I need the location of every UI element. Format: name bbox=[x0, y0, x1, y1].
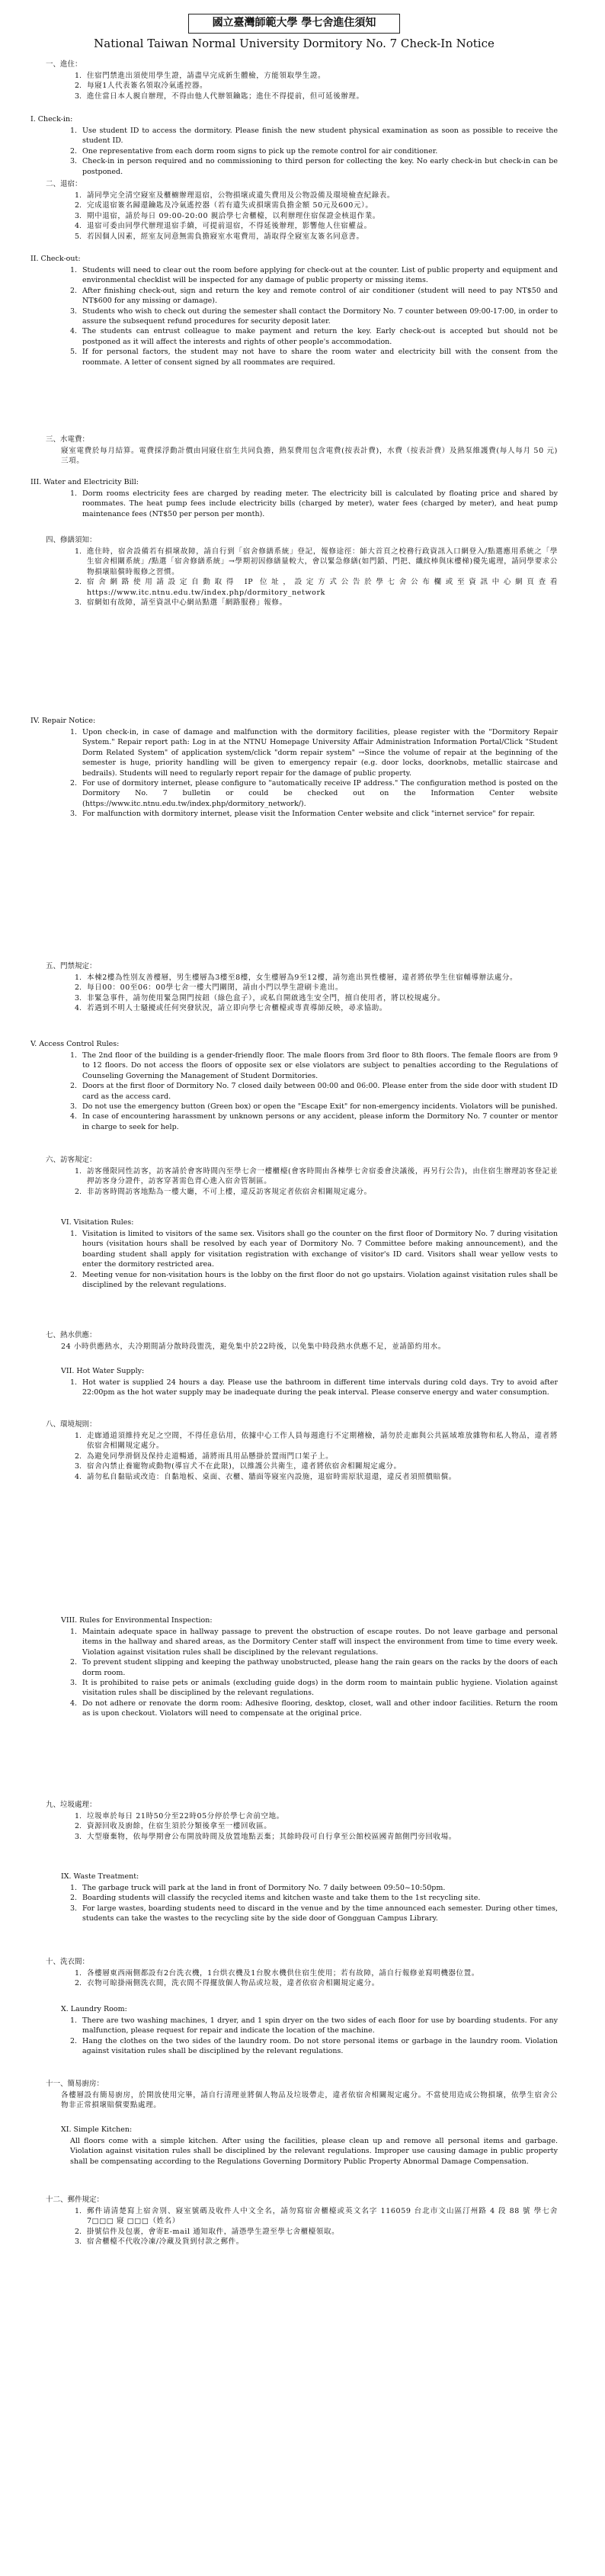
section-item-list bbox=[30, 2206, 558, 2247]
section-heading: 七、熱水供應： bbox=[46, 1331, 97, 1340]
item-number: 1. bbox=[70, 1051, 78, 1060]
item-text: Upon check-in, in case of damage and malfunction with the dormitory facilities, please register with the "Dormitory Repair System." Repair report path: Log in at the NTNU Homepage University Affair Administration Information Portal/Click "Student Dorm Related System" of application system/click "dorm repair system" →Since the volume of repair at the beginning of the semester is huge, priority handling will be given to emergency repair (e.g. door locks, doorknobs, metallic staircase and bedrails). Students will need to regularly report repair for the damage of public property. bbox=[82, 727, 558, 778]
item-text: Use student ID to access the dormitory. Please finish the new student physical examination as soon as possible to receive the student ID. bbox=[82, 126, 558, 146]
section-heading: VII. Hot Water Supply: bbox=[61, 1367, 145, 1376]
section-heading: I. Check-in: bbox=[30, 115, 73, 124]
section-s9 bbox=[30, 1800, 558, 1870]
list-item bbox=[30, 1699, 558, 1719]
item-number: 5. bbox=[75, 232, 82, 241]
list-item bbox=[30, 1627, 558, 1657]
section-heading: 二、退宿： bbox=[46, 180, 82, 189]
list-item bbox=[30, 2036, 558, 2057]
item-number: 1. bbox=[75, 2206, 82, 2215]
list-item bbox=[30, 211, 558, 221]
item-text: If for personal factors, the student may not have to share the room water and electricity bill with the consent from the roommate. A letter of consent signed by all roommates are required. bbox=[82, 348, 558, 367]
item-number: 2. bbox=[75, 201, 82, 210]
section-s8 bbox=[30, 1420, 558, 1583]
list-item bbox=[30, 156, 558, 177]
section-heading: 十二、郵件規定： bbox=[46, 2196, 104, 2205]
section-s5 bbox=[30, 961, 558, 1038]
section-heading: III. Water and Electricity Bill: bbox=[30, 478, 139, 487]
item-text: 各樓層東西兩側都設有2台洗衣機，1台烘衣機及1台脫水機供住宿生使用；若有故障，請自行報修並寫明機器位置。 bbox=[87, 1968, 479, 1978]
section-s2 bbox=[30, 179, 558, 252]
item-text[interactable]: For use of dormitory internet, please configure to "automatically receive IP address." The configuration method is posted on the Dormitory No. 7 bulletin or could be checked out on the Information Center website (https://www.itc.ntnu.edu.tw/index.php/dormitory_network/). bbox=[82, 778, 558, 808]
list-item bbox=[30, 146, 558, 156]
section-item-list bbox=[30, 1051, 558, 1133]
item-text: 資源回收及廚餘，住宿生須於分類後拿至一樓回收區。 bbox=[87, 1822, 272, 1831]
section-s8e bbox=[30, 1615, 558, 1798]
section-s6e bbox=[30, 1217, 558, 1329]
list-item bbox=[30, 1081, 558, 1102]
section-s12 bbox=[30, 2195, 558, 2256]
item-text: 宿舍櫃檯不代收冷凍/冷藏及貨到付款之郵件。 bbox=[87, 2238, 244, 2247]
section-heading: II. Check-out: bbox=[30, 255, 81, 264]
section-item-list bbox=[30, 1811, 558, 1842]
item-number: 2. bbox=[70, 1894, 78, 1903]
list-item bbox=[30, 2016, 558, 2036]
section-s10e bbox=[30, 2004, 558, 2077]
item-number: 1. bbox=[75, 1166, 82, 1176]
item-text[interactable]: 宿舍網路使用請設定自動取得 IP 位址，設定方式公告於學七舍公布欄或至資訊中心網頁查看https://www.itc.ntnu.edu.tw/index.php/dormitory_network bbox=[87, 578, 558, 597]
blank-gap bbox=[30, 1583, 558, 1614]
item-text: 非訪客時間訪客地點為一樓大廳，不可上樓，違反訪客規定者依宿舍相關規定處分。 bbox=[87, 1187, 372, 1196]
section-heading: 十一、簡易廚房： bbox=[46, 2080, 104, 2089]
item-number: 1. bbox=[75, 191, 82, 200]
section-s3e bbox=[30, 477, 558, 534]
item-text: For large wastes, boarding students need to discard in the venue and by the time announced each semester. During other times, students can take the wastes to the recycling site by the side door of Gongguan Campus Library. bbox=[82, 1904, 558, 1923]
item-number: 3. bbox=[75, 598, 82, 607]
list-item bbox=[30, 221, 558, 231]
list-item bbox=[30, 306, 558, 327]
list-item bbox=[30, 1811, 558, 1821]
item-number: 3. bbox=[70, 810, 78, 819]
section-item-list bbox=[30, 1378, 558, 1398]
item-text: Maintain adequate space in hallway passage to prevent the obstruction of escape routes. Do not leave garbage and personal items in the hallway and shared areas, as the Dormitory Center staff will inspect the environment from time to time every week. Violation against visitation rules shall be disciplined by the relevant regulations. bbox=[82, 1627, 558, 1657]
item-number: 1. bbox=[70, 265, 78, 274]
list-item bbox=[30, 1342, 558, 1352]
section-item-list bbox=[30, 973, 558, 1014]
item-number: 2. bbox=[75, 82, 82, 91]
section-s4 bbox=[30, 535, 558, 669]
section-heading: 十、洗衣間： bbox=[46, 1958, 90, 1967]
section-heading: V. Access Control Rules: bbox=[30, 1040, 120, 1049]
item-text: 每日00：00至06：00學七舍一樓大門關閉，請由小門以學生證刷卡進出。 bbox=[87, 983, 343, 993]
item-number: 2. bbox=[70, 286, 78, 295]
section-s3 bbox=[30, 435, 558, 476]
item-number: 2. bbox=[75, 1452, 82, 1461]
item-number: 4. bbox=[75, 1472, 82, 1481]
list-item bbox=[30, 547, 558, 577]
item-text: 若因個人因素，經室友同意無需負擔寢室水電費用，請取得全寢室友簽名同意書。 bbox=[87, 232, 364, 241]
item-text: 24 小時供應熱水，夫冷期間請分散時段盥洗，避免集中於22時後，以免集中時段熱水供應不足，並請節約用水。 bbox=[61, 1342, 446, 1351]
item-number: 3. bbox=[70, 1678, 78, 1687]
item-number: 3. bbox=[75, 993, 82, 1002]
section-s6 bbox=[30, 1155, 558, 1216]
list-item bbox=[30, 1893, 558, 1903]
section-s2e bbox=[30, 254, 558, 433]
list-item bbox=[30, 1821, 558, 1831]
list-item bbox=[30, 983, 558, 993]
section-item-list bbox=[30, 2136, 558, 2167]
item-text: 若遇到不明人士騷擾或任何突發狀況，請立即向學七舍櫃檯或專責導師反映，尋求協助。 bbox=[87, 1004, 387, 1013]
section-s1 bbox=[30, 59, 558, 113]
item-text: The students can entrust colleague to make payment and return the key. Early check-out is accepted but should not be postponed as it will affect the interests and rights of other people's accommodation. bbox=[82, 327, 558, 346]
list-item bbox=[30, 1452, 558, 1461]
item-number: 2. bbox=[75, 1979, 82, 1988]
list-item bbox=[30, 1166, 558, 1187]
item-number: 2. bbox=[75, 578, 82, 587]
item-text: Boarding students will classify the recycled items and kitchen waste and take them to the 1st recycling site. bbox=[82, 1894, 481, 1903]
item-number: 1. bbox=[70, 489, 78, 498]
item-number: 1. bbox=[75, 71, 82, 80]
list-item bbox=[30, 1187, 558, 1197]
item-text: Dorm rooms electricity fees are charged by reading meter. The electricity bill is calculated by floating price and shared by roommates. The heat pump fees include electricity bills (charged by meter), water fees (charged by meter), and heat pump maintenance fees (NT$50 per person per month). bbox=[82, 489, 558, 518]
item-number: 1. bbox=[70, 1229, 78, 1238]
list-item bbox=[30, 2136, 558, 2167]
list-item bbox=[30, 1832, 558, 1842]
item-text: 訪客僅限同性訪客，訪客請於會客時間內至學七舍一樓櫃檯(會客時間由各棟學七舍宿委會決議後，再另行公告)，由住宿生辦理訪客登記並押訪客身分證件，訪客穿著需色背心進入宿舍管制區。 bbox=[87, 1166, 558, 1186]
list-item bbox=[30, 778, 558, 809]
item-number: 1. bbox=[70, 727, 78, 736]
item-number: 1. bbox=[75, 973, 82, 982]
item-text: 每寢1人代表簽名領取冷氣遙控器。 bbox=[87, 82, 208, 91]
blank-gap bbox=[30, 669, 558, 714]
section-item-list bbox=[30, 1883, 558, 1924]
list-item bbox=[30, 1270, 558, 1291]
section-s11 bbox=[30, 2079, 558, 2123]
item-number: 2. bbox=[75, 1822, 82, 1831]
item-text: There are two washing machines, 1 dryer, and 1 spin dryer on the two sides of each floor for use by boarding students. For any malfunction, please request for repair and indicate the location of the machine. bbox=[82, 2016, 558, 2035]
item-number: 3. bbox=[75, 91, 82, 101]
item-number: 3. bbox=[75, 211, 82, 220]
list-item bbox=[30, 347, 558, 367]
item-text: It is prohibited to raise pets or animals (excluding guide dogs) in the dorm room to maintain public hygiene. Violation against visitation rules shall be disciplined by the relevant regulations. bbox=[82, 1678, 558, 1698]
section-item-list bbox=[30, 727, 558, 820]
item-text: 完成退宿簽名歸還鑰匙及冷氣遙控器（若有遺失或損壞需負擔金額 50元及600元）。 bbox=[87, 201, 373, 210]
item-number: 3. bbox=[70, 1904, 78, 1913]
list-item bbox=[30, 126, 558, 146]
item-text: 為避免同學滑倒及保持走道暢通，請將雨具用品懸掛於置雨門口架子上。 bbox=[87, 1452, 334, 1461]
section-item-list bbox=[30, 446, 558, 467]
item-text: To prevent student slipping and keeping the pathway unobstructed, please hang the rain gears on the racks by the doors of each dorm room. bbox=[82, 1658, 558, 1677]
item-text: Doors at the first floor of Dormitory No. 7 closed daily between 00:00 and 06:00. Please enter from the side door with student ID card as the access card. bbox=[82, 1082, 558, 1101]
list-item bbox=[30, 91, 558, 101]
list-item bbox=[30, 1102, 558, 1112]
item-text: Do not use the emergency button (Green box) or open the "Escape Exit" for non-emergency incidents. Violators will be punished. bbox=[82, 1102, 558, 1111]
item-text: 退宿可委由同學代辦理退宿手續，可提前退宿，不得延後辦理，影響他人住宿權益。 bbox=[87, 222, 372, 231]
list-item bbox=[30, 326, 558, 347]
section-heading: 六、訪客規定： bbox=[46, 1156, 97, 1165]
item-text: The 2nd floor of the building is a gender-friendly floor. The male floors from 3rd floor to 8th floors. The female floors are from 9 to 12 floors. Do not access the floors of opposite sex or else violators are subject to penalties according to the Regulations of Counseling Governing the Management of Student Dormitories. bbox=[82, 1051, 558, 1080]
section-heading: 九、垃圾處理： bbox=[46, 1801, 97, 1810]
item-text: Hot water is supplied 24 hours a day. Please use the bathroom in different time intervals during cold days. Try to avoid after 22:00pm as the hot water supply may be inadequate during the peak interval. Please conserve energy and water consumption. bbox=[82, 1378, 558, 1397]
section-heading: 四、修繕須知： bbox=[46, 536, 97, 545]
list-item bbox=[30, 1904, 558, 1924]
section-item-list bbox=[30, 126, 558, 177]
item-text: 進住當日本人親自辦理，不得由他人代辦領鑰匙；進住不得提前，但可延後辦理。 bbox=[87, 91, 364, 101]
section-heading: 三、水電費： bbox=[46, 435, 90, 444]
item-text: 垃圾車於每日 21時50分至22時05分停於學七舍前空地。 bbox=[87, 1811, 284, 1821]
section-item-list bbox=[30, 547, 558, 608]
list-item bbox=[30, 727, 558, 778]
section-s7e bbox=[30, 1366, 558, 1418]
list-item bbox=[30, 191, 558, 200]
item-text: 進住時，宿舍設備若有損壞故障，請自行到「宿舍修繕系統」登記，報修途徑：師大首頁之校務行政資訊入口網登入/點選應用系統之「學生宿舍相關系統」/點選「宿舍修繕系統」→學期初因修繕量較大，會以緊急修繕(如門鎖、門把、纖紋棒與床樓梯)優先處理，請同學要求公物損壞賠償時報修之習慣。 bbox=[87, 547, 558, 576]
section-item-list bbox=[30, 1166, 558, 1197]
item-text: Check-in in person required and no commissioning to third person for collecting the key. No early check-in but check-in can be postponed. bbox=[82, 157, 558, 176]
item-text: Students will need to clear out the room before applying for check-out at the counter. List of public property and equipment and environmental checklist will be inspected for any damage of public property or missing items. bbox=[82, 265, 558, 285]
item-text: 衣物可晾掛兩側洗衣間，洗衣間不得擺放個人物品或垃圾，違者依宿舍相關規定處分。 bbox=[87, 1979, 379, 1988]
item-text: Hang the clothes on the two sides of the laundry room. Do not store personal items or garbage in the laundry room. Violation against visitation rules shall be disciplined by the relevant regulations. bbox=[82, 2036, 558, 2056]
list-item bbox=[30, 489, 558, 519]
item-number: 3. bbox=[70, 157, 78, 166]
list-item bbox=[30, 1978, 558, 1988]
item-number: 4. bbox=[75, 222, 82, 231]
item-text: Do not adhere or renovate the dorm room: Adhesive flooring, desktop, closet, wall and other indoor facilities. Return the room as is upon checkout. Violators will need to compensate at the original price. bbox=[82, 1699, 558, 1718]
list-item bbox=[30, 265, 558, 286]
section-item-list bbox=[30, 2016, 558, 2057]
item-number: 2. bbox=[70, 2036, 78, 2045]
section-heading: VI. Visitation Rules: bbox=[61, 1218, 134, 1227]
item-text: All floors come with a simple kitchen. After using the facilities, please clean up and remove all personal items and garbage. Violation against visitation rules shall be disciplined by the relevant regulations. Improper use causing damage in public property shall be compensating according to the Regulations Governing Dormitory Public Property Abnormal Damage Compensation. bbox=[70, 2136, 558, 2166]
item-text: 郵件请清楚寫上宿舍別、寢室號碼及收件人中文全名，請勿寫宿舍櫃檯或英文名字 116059 台北市文山區汀州路 4 段 88 號 學七舍 7□□□ 寢 □□□（姓名） bbox=[87, 2206, 558, 2226]
item-text: For malfunction with dormitory internet, please visit the Information Center website and click "internet service" for repair. bbox=[82, 810, 535, 819]
item-number: 3. bbox=[75, 1462, 82, 1471]
item-text: One representative from each dorm room signs to pick up the remote control for air conditioner. bbox=[82, 146, 438, 156]
item-text: 本棟2樓為性別友善樓層，男生樓層為3樓至8樓，女生樓層為9至12樓，請勿進出異性樓層，違者將依學生住宿輔導辦法處分。 bbox=[87, 973, 518, 982]
section-item-list bbox=[30, 1431, 558, 1482]
list-item bbox=[30, 973, 558, 983]
list-item bbox=[30, 1657, 558, 1678]
item-text: 各樓層設有簡易廚房，於開放使用完畢，請自行清理並將個人物品及垃圾帶走，違者依宿舍相關規定處分。不當使用造成公物損壞，依學生宿舍公物非正常損壞賠償要點處理。 bbox=[61, 2090, 558, 2110]
item-text: 大型廢棄物，依每學期會公布開放時間及放置地點丟棄；其餘時段可自行拿至公館校區國青館側門旁回收場。 bbox=[87, 1832, 456, 1841]
section-s7 bbox=[30, 1330, 558, 1365]
item-text: 期中退宿，請於每日 09:00-20:00 親洽學七舍櫃檯，以利辦理住宿保證金核退作業。 bbox=[87, 211, 380, 220]
item-number: 2. bbox=[75, 2227, 82, 2236]
item-number: 1. bbox=[75, 1431, 82, 1440]
section-s5e bbox=[30, 1039, 558, 1153]
item-number: 4. bbox=[75, 1004, 82, 1013]
item-number: 2. bbox=[70, 1082, 78, 1091]
section-s1e bbox=[30, 114, 558, 177]
item-text: 非緊急事件，請勿使用緊急開門按鈕（綠色盒子），或私自開啟逃生安全門，擅自使用者，將以校規處分。 bbox=[87, 993, 445, 1002]
item-text: 宿網如有故障，請至資訊中心網站點選「網路服務」報修。 bbox=[87, 598, 287, 607]
section-heading: X. Laundry Room: bbox=[61, 2005, 127, 2014]
item-number: 3. bbox=[75, 2238, 82, 2247]
list-item bbox=[30, 598, 558, 608]
list-item bbox=[30, 1472, 558, 1482]
item-text: 請勿私自黏貼或改造：自黏地板、桌面、衣櫃、牆面等寢室內設施，退宿時需原狀退還，違反者須照價賠償。 bbox=[87, 1472, 456, 1481]
list-item bbox=[30, 1883, 558, 1893]
item-number: 2. bbox=[70, 146, 78, 156]
section-heading: XI. Simple Kitchen: bbox=[61, 2125, 133, 2135]
list-item bbox=[30, 446, 558, 467]
section-heading: IX. Waste Treatment: bbox=[61, 1872, 139, 1881]
list-item bbox=[30, 993, 558, 1003]
section-s10 bbox=[30, 1957, 558, 2003]
section-heading: VIII. Rules for Environmental Inspection: bbox=[61, 1616, 213, 1625]
section-heading: 五、門禁規定： bbox=[46, 962, 97, 971]
item-number: 3. bbox=[70, 1102, 78, 1111]
section-s11e bbox=[30, 2125, 558, 2193]
list-item bbox=[30, 1431, 558, 1452]
item-number: 2. bbox=[70, 778, 78, 788]
notice-body bbox=[30, 59, 558, 2256]
item-number: 1. bbox=[70, 126, 78, 135]
item-number: 2. bbox=[70, 1270, 78, 1279]
item-number: 1. bbox=[75, 1968, 82, 1978]
list-item bbox=[30, 1678, 558, 1699]
list-item bbox=[30, 2237, 558, 2247]
item-number: 1. bbox=[75, 547, 82, 556]
item-number: 4. bbox=[70, 327, 78, 336]
item-number: 1. bbox=[70, 1627, 78, 1636]
section-item-list bbox=[30, 1968, 558, 1989]
item-number: 1. bbox=[70, 1883, 78, 1892]
section-item-list bbox=[30, 2090, 558, 2111]
item-text: 住宿門禁進出須使用學生證，請盡早完成新生體檢，方能領取學生證。 bbox=[87, 71, 326, 80]
list-item bbox=[30, 1461, 558, 1471]
item-number: 3. bbox=[70, 306, 78, 316]
item-number: 2. bbox=[70, 1658, 78, 1667]
section-s9e bbox=[30, 1872, 558, 1955]
list-item bbox=[30, 577, 558, 598]
list-item bbox=[30, 809, 558, 819]
section-heading: IV. Repair Notice: bbox=[30, 717, 96, 726]
item-number: 1. bbox=[75, 1811, 82, 1821]
section-item-list bbox=[30, 265, 558, 368]
list-item bbox=[30, 2206, 558, 2227]
title-en: National Taiwan Normal University Dormitory No. 7 Check-In Notice bbox=[94, 36, 495, 50]
item-text: 宿舍內禁止養寵物或動物(導盲犬不在此限)，以維護公共衛生，違者將依宿舍相關規定處分。 bbox=[87, 1462, 402, 1471]
item-number: 1. bbox=[70, 1378, 78, 1387]
section-item-list bbox=[30, 1342, 558, 1352]
item-number: 3. bbox=[75, 1832, 82, 1841]
item-number: 1. bbox=[70, 2016, 78, 2025]
item-text: 掛號信件及包裹，會寄E-mail 通知取件，請憑學生證至學七舍櫃檯領取。 bbox=[87, 2227, 340, 2236]
list-item bbox=[30, 1229, 558, 1270]
item-text: 請同學完全清空寢室及櫃櫥辦理退宿，公物損壞或遺失費用及公物設備及環境檢查紀錄表。 bbox=[87, 191, 395, 200]
list-item bbox=[30, 71, 558, 81]
item-number: 4. bbox=[70, 1112, 78, 1121]
list-item bbox=[30, 1112, 558, 1132]
section-s4e bbox=[30, 716, 558, 960]
list-item bbox=[30, 2227, 558, 2237]
list-item bbox=[30, 81, 558, 91]
list-item bbox=[30, 1003, 558, 1013]
section-item-list bbox=[30, 71, 558, 101]
item-number: 4. bbox=[70, 1699, 78, 1708]
item-number: 5. bbox=[70, 348, 78, 357]
list-item bbox=[30, 200, 558, 210]
list-item bbox=[30, 1968, 558, 1978]
item-text: Students who wish to check out during the semester shall contact the Dormitory No. 7 counter between 09:00-17:00, in order to assure the subsequent refund procedures for security deposit later. bbox=[82, 306, 558, 326]
item-text: Meeting venue for non-visitation hours is the lobby on the first floor do not go upstairs. Violation against visitation rules shall be disciplined by the relevant regulations. bbox=[82, 1270, 558, 1289]
item-text: 走廊通道須維持充足之空間，不得任意佔用，依據中心工作人員每週進行不定期稽檢，請勿於走廊與公共區域堆放雜物和私人物品，違者將依宿舍相關規定處分。 bbox=[87, 1431, 558, 1451]
section-heading: 一、進住： bbox=[46, 60, 82, 69]
item-text: In case of encountering harassment by unknown persons or any accident, please inform the Dormitory No. 7 counter or mentor in charge to seek for help. bbox=[82, 1112, 558, 1131]
item-text: The garbage truck will park at the land in front of Dormitory No. 7 daily between 09:50~10:50pm. bbox=[82, 1883, 446, 1892]
section-item-list bbox=[30, 1627, 558, 1719]
item-text: Visitation is limited to visitors of the same sex. Visitors shall go the counter on the first floor of Dormitory No. 7 during visitation hours (visitation hours shall be resolved by each year of Dormitory No. 7 Committee before making announcement), and the boarding student shall apply for visitation registration with exchange of visitor's ID card. Visitors shall wear yellow vests to enter the dormitory restricted area. bbox=[82, 1229, 558, 1269]
title-zh: 國立臺灣師範大學 學七舍進住須知 bbox=[188, 14, 400, 34]
list-item bbox=[30, 232, 558, 242]
list-item bbox=[30, 286, 558, 306]
list-item bbox=[30, 2090, 558, 2111]
item-number: 2. bbox=[75, 983, 82, 993]
section-item-list bbox=[30, 1229, 558, 1291]
item-text: 寢室電費於每月結算。電費採浮動計價由同寢住宿生共同負擔，熱泵費用包含電費(按表計費)，水費（按表計費）及熱泵維護費(每人每月 50 元)三項。 bbox=[61, 446, 558, 466]
list-item bbox=[30, 1378, 558, 1398]
section-heading: 八、環境規則： bbox=[46, 1420, 97, 1429]
item-text: After finishing check-out, sign and return the key and remote control of air conditioner (student will need to pay NT$50 and NT$600 for any missing or damage). bbox=[82, 286, 558, 306]
item-number: 2. bbox=[75, 1187, 82, 1196]
list-item bbox=[30, 1051, 558, 1081]
section-item-list bbox=[30, 191, 558, 242]
section-item-list bbox=[30, 489, 558, 519]
